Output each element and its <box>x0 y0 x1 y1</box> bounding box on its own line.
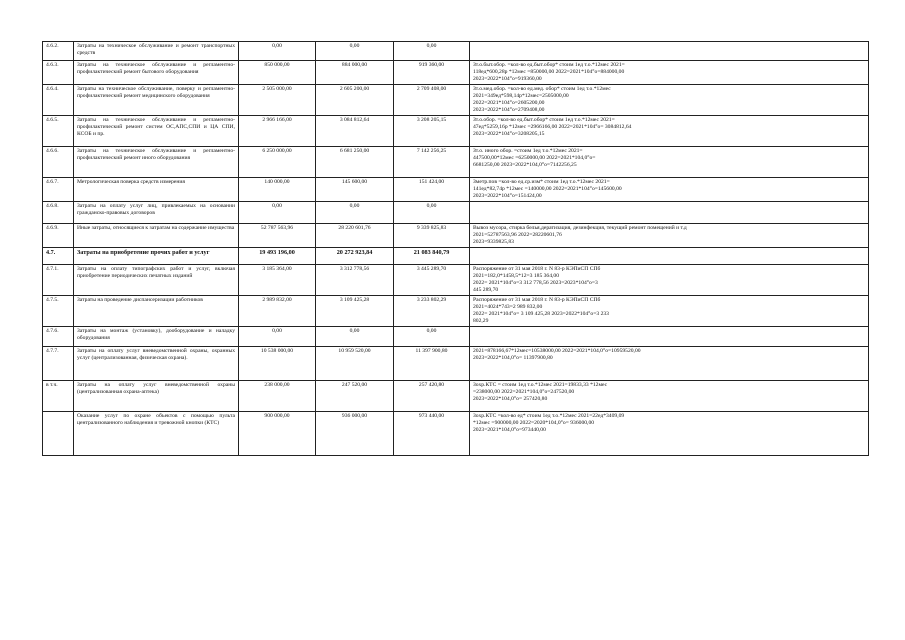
calculation-line: 141ед*82,74р *12мес =140000,00 2022=2021*104°о=145600,00 <box>473 186 622 192</box>
row-code: 4.7.7. <box>43 347 74 381</box>
calculation-line: 2021=52787563,96 2022=28220601,76 <box>473 232 562 238</box>
value-2021: 0,00 <box>239 202 316 224</box>
value-2021: 3 185 364,00 <box>239 265 316 296</box>
row-code: 4.7.6. <box>43 327 74 347</box>
row-calculation <box>470 381 869 412</box>
row-calculation <box>470 224 869 248</box>
row-calculation <box>470 61 869 85</box>
row-code: 4.7.1. <box>43 265 74 296</box>
value-2023: 151 424,00 <box>394 178 470 202</box>
document-page <box>42 41 868 456</box>
table-row <box>43 178 869 202</box>
calculation-line: Зт.о.быт.обор. =кол-во ед.быт.обор* стоим 1ед т.о.*12мес 2021= <box>473 62 625 68</box>
value-2022: 145 600,00 <box>316 178 394 202</box>
calculation-line: 2022=2021*104°о=2605200,00 <box>473 100 545 106</box>
calculation-line: Зметр.пов =кол-во ед.ср.изм* стоим 1ед т.о.*12мес 2021= <box>473 179 610 185</box>
table-row <box>43 116 869 147</box>
value-2021: 850 000,00 <box>239 61 316 85</box>
calculation-line: 802,29 <box>473 318 489 324</box>
value-2023: 3 208 205,15 <box>394 116 470 147</box>
value-2021: 238 000,00 <box>239 381 316 412</box>
calculation-line: =238000,00 2022=2021*104,0°о=247520,00 <box>473 389 575 395</box>
row-name: Затраты на приобретение прочих работ и услуг <box>74 248 239 265</box>
row-name: Затраты на оплату услуг лиц, привлекаемых на основании гражданско-правовых договоров <box>74 202 239 224</box>
row-name: Метрологическая поверка средств измерения <box>74 178 239 202</box>
table-row <box>43 85 869 116</box>
calculation-line: 47ед*5259,16р *12мес =2966166,00 2022=2021*104°о= 3084812,64 <box>473 124 632 130</box>
row-calculation <box>470 178 869 202</box>
row-code: 4.7. <box>43 248 74 265</box>
calculation-line: 2023=2022*104°о=151424,00 <box>473 193 542 199</box>
row-code: 4.6.9. <box>43 224 74 248</box>
calculation-line: 2023=9339825,83 <box>473 239 514 245</box>
calculation-line: 445 289,70 <box>473 287 499 293</box>
calculation-line: *12мес =900000,00 2022=2020*104,0°о= 936000,00 <box>473 420 595 426</box>
value-2021: 2 505 000,00 <box>239 85 316 116</box>
value-2022: 20 272 923,84 <box>316 248 394 265</box>
row-code: 4.6.4. <box>43 85 74 116</box>
row-code: 4.6.3. <box>43 61 74 85</box>
value-2022: 2 605 200,00 <box>316 85 394 116</box>
value-2023: 9 339 825,83 <box>394 224 470 248</box>
value-2021: 900 000,00 <box>239 412 316 456</box>
value-2021: 0,00 <box>239 42 316 61</box>
value-2022: 3 312 778,56 <box>316 265 394 296</box>
table-row <box>43 296 869 327</box>
row-calculation <box>470 248 869 265</box>
row-name: Затраты на техническое обслуживание и ремонт транспортных средств <box>74 42 239 61</box>
value-2023: 0,00 <box>394 42 470 61</box>
row-calculation <box>470 85 869 116</box>
table-row <box>43 265 869 296</box>
value-2021: 2 989 832,00 <box>239 296 316 327</box>
row-calculation <box>470 412 869 456</box>
calculation-line: 2021=182,0*1458,5*12=3 185 364,00 <box>473 273 560 279</box>
calculation-line: 447500,00*12мес =6250000,00 2022=2021*104,0°о= <box>473 155 596 161</box>
calculation-line: Зохр.КТС =кол-во ед* стоим 1ед т.о.*12мес 2021=22ед*3409,09 <box>473 413 625 419</box>
value-2022: 6 681 250,00 <box>316 147 394 178</box>
value-2023: 973 440,00 <box>394 412 470 456</box>
value-2021: 19 493 196,00 <box>239 248 316 265</box>
table-row <box>43 61 869 85</box>
calculation-line: 2023=2022*104°о=919360,00 <box>473 76 542 82</box>
value-2023: 257 420,80 <box>394 381 470 412</box>
calculation-line: 6681250,00 2023=2022*104,0°о=7142256,25 <box>473 162 577 168</box>
row-name: Затраты на техническое обслуживание и регламентно-профилактический ремонт бытового оборудования <box>74 61 239 85</box>
value-2022: 0,00 <box>316 42 394 61</box>
value-2023: 7 142 256,25 <box>394 147 470 178</box>
calculation-line: Распоряжение от 31 мая 2018 г. N 83-р КЭПиСП СПб <box>473 266 601 272</box>
value-2023: 0,00 <box>394 202 470 224</box>
row-calculation <box>470 327 869 347</box>
calculation-line: 2023=2022*104,0°о= 11397900,80 <box>473 355 553 361</box>
calculation-line: 2021=4024*743=2 989 832,00 <box>473 304 543 310</box>
row-name: Оказание услуг по охране объектов с помощью пульта централизованного наблюдения и тревожной кнопки (КТС) <box>74 412 239 456</box>
table-row <box>43 147 869 178</box>
row-code: 4.6.8. <box>43 202 74 224</box>
table-row <box>43 327 869 347</box>
value-2022: 28 220 601,76 <box>316 224 394 248</box>
table-row <box>43 224 869 248</box>
calculation-line: 2022= 2021*104°о= 3 109 425,28 2023=2022*104°о=3 233 <box>473 311 609 317</box>
row-code: в т.ч. <box>43 381 74 412</box>
row-calculation <box>470 42 869 61</box>
row-calculation <box>470 116 869 147</box>
calculation-line: Вывоз мусора, стирка белья,дератизация, дезинфекция, текущий ремонт помещений и т.д <box>473 225 687 231</box>
row-calculation <box>470 202 869 224</box>
row-calculation <box>470 147 869 178</box>
calculation-line: 2023=2022*104,0°о= 257420,80 <box>473 396 548 402</box>
value-2022: 10 959 520,00 <box>316 347 394 381</box>
calculation-line: Зт.о.обор. =кол-во ед.быт.обор* стоим 1ед т.о.*12мес 2021= <box>473 117 615 123</box>
value-2023: 21 083 840,79 <box>394 248 470 265</box>
value-2022: 884 000,00 <box>316 61 394 85</box>
row-name: Затраты на техническое обслуживание, поверку и регламентно-профилактический ремонт медицинского оборудования <box>74 85 239 116</box>
row-name: Затраты на монтаж (установку), дооборудование и наладку оборудования <box>74 327 239 347</box>
value-2023: 11 397 900,80 <box>394 347 470 381</box>
value-2023: 3 445 289,70 <box>394 265 470 296</box>
value-2022: 247 520,00 <box>316 381 394 412</box>
value-2022: 0,00 <box>316 327 394 347</box>
calculation-line: 2023=2022*104°о=3208205,15 <box>473 131 545 137</box>
cost-table-body <box>43 42 869 456</box>
calculation-line: Распоряжение от 31 мая 2018 г. N 83-р КЭПиСП СПб <box>473 297 601 303</box>
value-2021: 10 538 000,00 <box>239 347 316 381</box>
row-code: 4.6.6. <box>43 147 74 178</box>
calculation-line: 2021=878166,67*12мес=10538000,00 2022=2021*104,0°о=10959520,00 <box>473 348 641 354</box>
row-code: 4.6.5. <box>43 116 74 147</box>
calculation-line: 2022= 2021*104°о=3 312 778,56 2023=2023*104°о=3 <box>473 280 598 286</box>
calculation-line: 2021=349ед*598,14р*12мес=2505000,00 <box>473 93 569 99</box>
value-2023: 919 360,00 <box>394 61 470 85</box>
row-name: Затраты на оплату услуг вневедомственной охраны (централизованная охрана-аптека) <box>74 381 239 412</box>
table-row <box>43 202 869 224</box>
row-code: 4.6.7. <box>43 178 74 202</box>
value-2022: 0,00 <box>316 202 394 224</box>
calculation-line: 2023=2022*104°о=2709408,00 <box>473 107 545 113</box>
row-name: Затраты на проведение диспансеризации работников <box>74 296 239 327</box>
value-2022: 3 084 812,64 <box>316 116 394 147</box>
value-2023: 2 709 408,00 <box>394 85 470 116</box>
value-2022: 3 109 425,28 <box>316 296 394 327</box>
row-code: 4.6.2. <box>43 42 74 61</box>
table-row <box>43 248 869 265</box>
table-row <box>43 42 869 61</box>
table-row <box>43 412 869 456</box>
row-name: Затраты на техническое обслуживание и регламентно-профилактический ремонт систем ОС,АПС,СПИ и ЦА СПИ, КСОБ и пр. <box>74 116 239 147</box>
value-2022: 936 000,00 <box>316 412 394 456</box>
calculation-line: 118ед*600,28р *12мес =850000,00 2022=2021*104°о=884000,00 <box>473 69 625 75</box>
table-row <box>43 381 869 412</box>
calculation-line: 2023=2021*104,0°о=973440,00 <box>473 427 546 433</box>
row-calculation <box>470 296 869 327</box>
value-2021: 2 966 166,00 <box>239 116 316 147</box>
row-code: 4.7.5. <box>43 296 74 327</box>
row-name: Иные затраты, относящиеся к затратам на содержание имущества <box>74 224 239 248</box>
row-code <box>43 412 74 456</box>
calculation-line: Зохр.КТС = стоим 1ед т.о.*12мес 2021=19833,33 *12мес <box>473 382 608 388</box>
value-2021: 6 250 000,00 <box>239 147 316 178</box>
value-2021: 140 000,00 <box>239 178 316 202</box>
table-row <box>43 347 869 381</box>
value-2021: 0,00 <box>239 327 316 347</box>
calculation-line: Зт.о. иного обор. =стоим 1ед т.о.*12мес 2021= <box>473 148 583 154</box>
row-name: Затраты на оплату услуг вневедомственной охраны, охранных услуг (централизованная, физическая охрана). <box>74 347 239 381</box>
row-name: Затраты на техническое обслуживание и регламентно-профилактический ремонт иного оборудования <box>74 147 239 178</box>
row-calculation <box>470 347 869 381</box>
cost-table <box>42 41 869 456</box>
value-2021: 52 787 563,96 <box>239 224 316 248</box>
value-2023: 0,00 <box>394 327 470 347</box>
row-calculation <box>470 265 869 296</box>
calculation-line: Зт.о.мед.обор. =кол-во ед.мед. обор* стоим 1ед т.о.*12мес <box>473 86 611 92</box>
value-2023: 3 233 802,29 <box>394 296 470 327</box>
row-name: Затраты на оплату типографских работ и услуг, включая приобретение периодических печатных изданий <box>74 265 239 296</box>
